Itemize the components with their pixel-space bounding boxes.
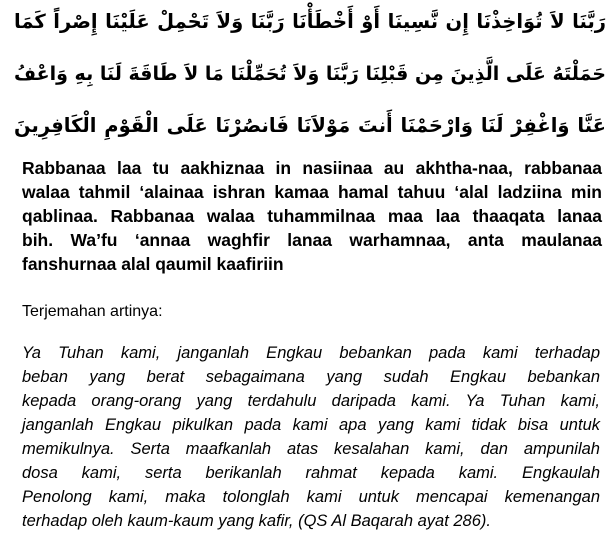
translation-line-3: kepada orang-orang yang terdahulu daripada kami. Ya Tuhan kami, (22, 392, 600, 410)
arabic-verse-line-1: رَبَّنَا لاَ تُوَاخِذْنَا إِن نَّسِينَا أَوْ أَخْطَأْنَا رَبَّنَا وَلاَ تَحْمِلْ عَلَيْنَا إِصْراً كَمَا (14, 10, 606, 33)
translation-line-8: terhadap oleh kaum-kaum yang kafir, (QS Al Baqarah ayat 286). (22, 512, 491, 530)
translation-heading: Terjemahan artinya: (22, 303, 163, 320)
transliteration-line-2: walaa tahmil ‘alainaa ishran kamaa hamal tahuu ‘alal ladziina min (22, 182, 602, 202)
transliteration-line-1: Rabbanaa laa tu aakhiznaa in nasiinaa au akhtha-naa, rabbanaa (22, 158, 602, 178)
arabic-verse-line-2: حَمَلْتَهُ عَلَى الَّذِينَ مِن قَبْلِنَا رَبَّنَا وَلاَ تُحَمِّلْنَا مَا لاَ طَاقَةَ لَنَا بِهِ وَاعْفُ (14, 63, 606, 85)
arabic-verse-line-3: عَنَّا وَاغْفِرْ لَنَا وَارْحَمْنَا أَنتَ مَوْلاَنَا فَانصُرْنَا عَلَى الْقَوْمِ الْكَافِرِينَ (14, 114, 606, 137)
transliteration-line-4: bih. Wa’fu ‘annaa waghfir lanaa warhamnaa, anta maulanaa (22, 230, 602, 250)
translation-line-7: Penolong kami, maka tolonglah kami untuk mencapai kemenangan (22, 488, 600, 506)
translation-line-2: beban yang berat sebagaimana yang sudah Engkau bebankan (22, 368, 600, 386)
translation-line-6: dosa kami, serta berikanlah rahmat kepada kami. Engkaulah (22, 464, 600, 482)
translation-line-4: janganlah Engkau pikulkan pada kami apa yang kami tidak bisa untuk (22, 416, 600, 434)
translation-paragraph (22, 341, 600, 533)
translation-line-1: Ya Tuhan kami, janganlah Engkau bebankan pada kami terhadap (22, 344, 600, 362)
transliteration-line-3: qablinaa. Rabbanaa walaa tuhammilnaa maa laa thaaqata lanaa (22, 206, 602, 226)
transliteration-paragraph (22, 156, 602, 276)
translation-line-5: memikulnya. Serta maafkanlah atas kesalahan kami, dan ampunilah (22, 440, 600, 458)
transliteration-line-5: fanshurnaa alal qaumil kaafiriin (22, 254, 284, 274)
